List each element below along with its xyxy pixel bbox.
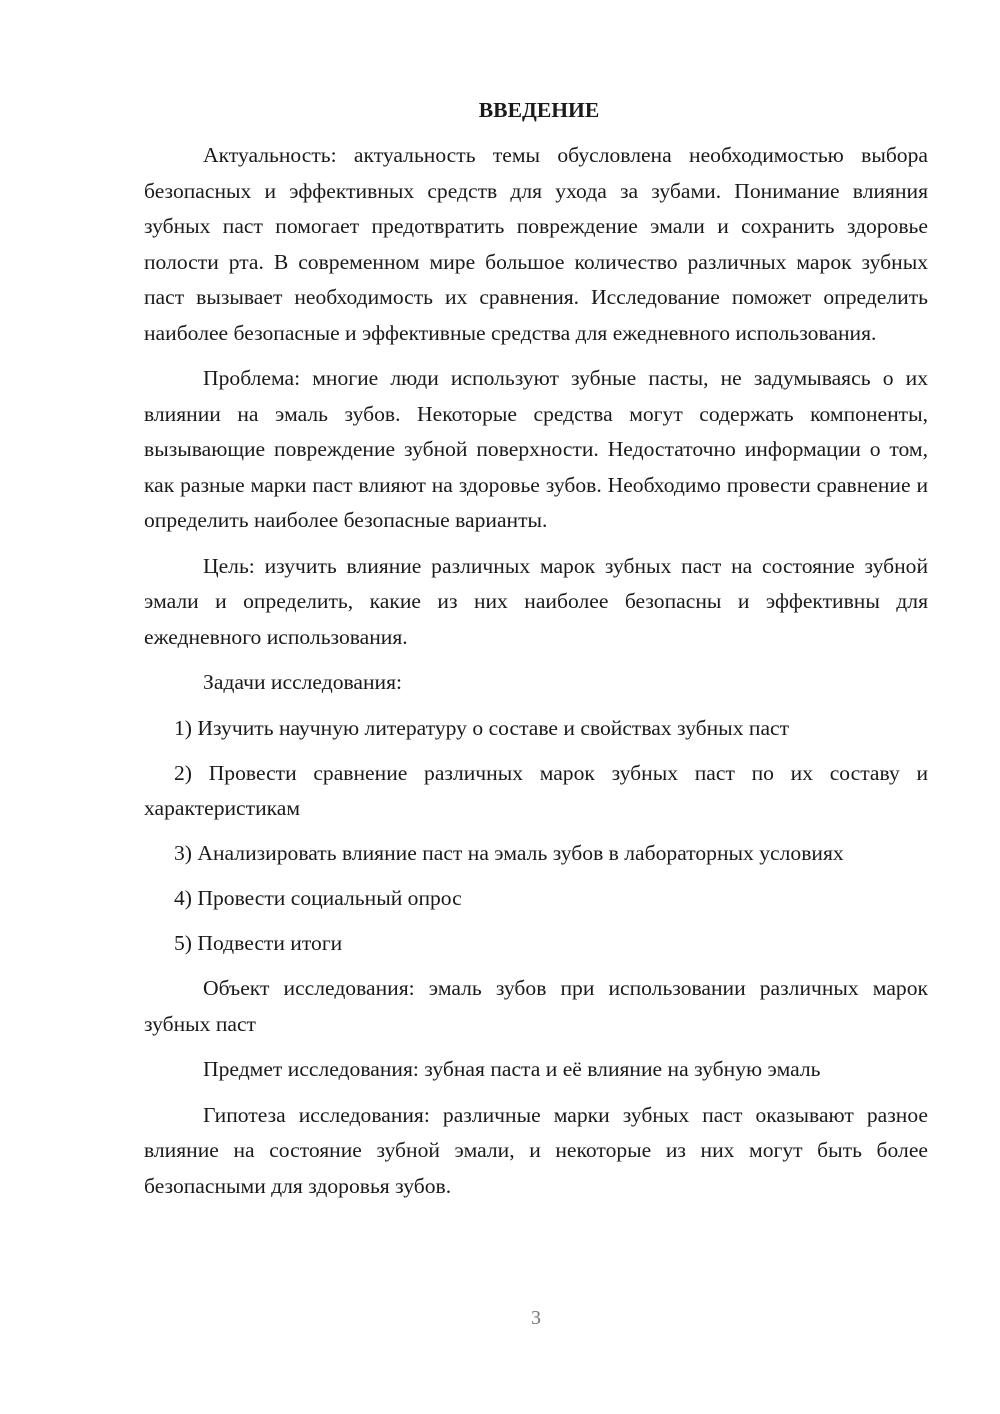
task-item-2: 2) Провести сравнение различных марок зубных паст по их составу и характеристикам (144, 760, 928, 820)
problem-paragraph: Проблема: многие люди используют зубные пасты, не задумываясь о их влиянии на эмаль зубов. Некоторые средства могут содержать компоненты, вызывающие повреждение зубной поверхности. Недостаточно информации о том, как разные марки паст влияют на здоровье зубов. Необходимо провести сравнение и определить наиболее безопасные варианты. (144, 366, 928, 532)
task-item-5: 5) Подвести итоги (174, 931, 343, 955)
tasks-heading: Задачи исследования: (203, 670, 403, 694)
page-title: ВВЕДЕНИЕ (478, 98, 600, 122)
subject-paragraph: Предмет исследования: зубная паста и её влияние на зубную эмаль (203, 1057, 821, 1081)
goal-paragraph: Цель: изучить влияние различных марок зубных паст на состояние зубной эмали и определить, какие из них наиболее безопасны и эффективны для ежедневного использования. (144, 553, 928, 649)
document-page (144, 92, 928, 1204)
hypothesis-paragraph: Гипотеза исследования: различные марки зубных паст оказывают разное влияние на состояние зубной эмали, и некоторые из них могут быть более безопасными для здоровья зубов. (144, 1102, 928, 1198)
relevance-paragraph: Актуальность: актуальность темы обусловлена необходимостью выбора безопасных и эффективных средств для ухода за зубами. Понимание влияния зубных паст помогает предотвратить повреждение эмали и сохранить здоровье полости рта. В современном мире большое количество различных марок зубных паст вызывает необходимость их сравнения. Исследование поможет определить наиболее безопасные и эффективные средства для ежедневного использования. (144, 143, 928, 345)
task-item-4: 4) Провести социальный опрос (174, 886, 462, 910)
task-item-3: 3) Анализировать влияние паст на эмаль зубов в лабораторных условиях (174, 841, 844, 865)
object-paragraph: Объект исследования: эмаль зубов при использовании различных марок зубных паст (144, 976, 928, 1036)
tasks-list (144, 711, 928, 962)
page-number: 3 (531, 1307, 541, 1329)
task-item-1: 1) Изучить научную литературу о составе и свойствах зубных паст (174, 715, 790, 740)
